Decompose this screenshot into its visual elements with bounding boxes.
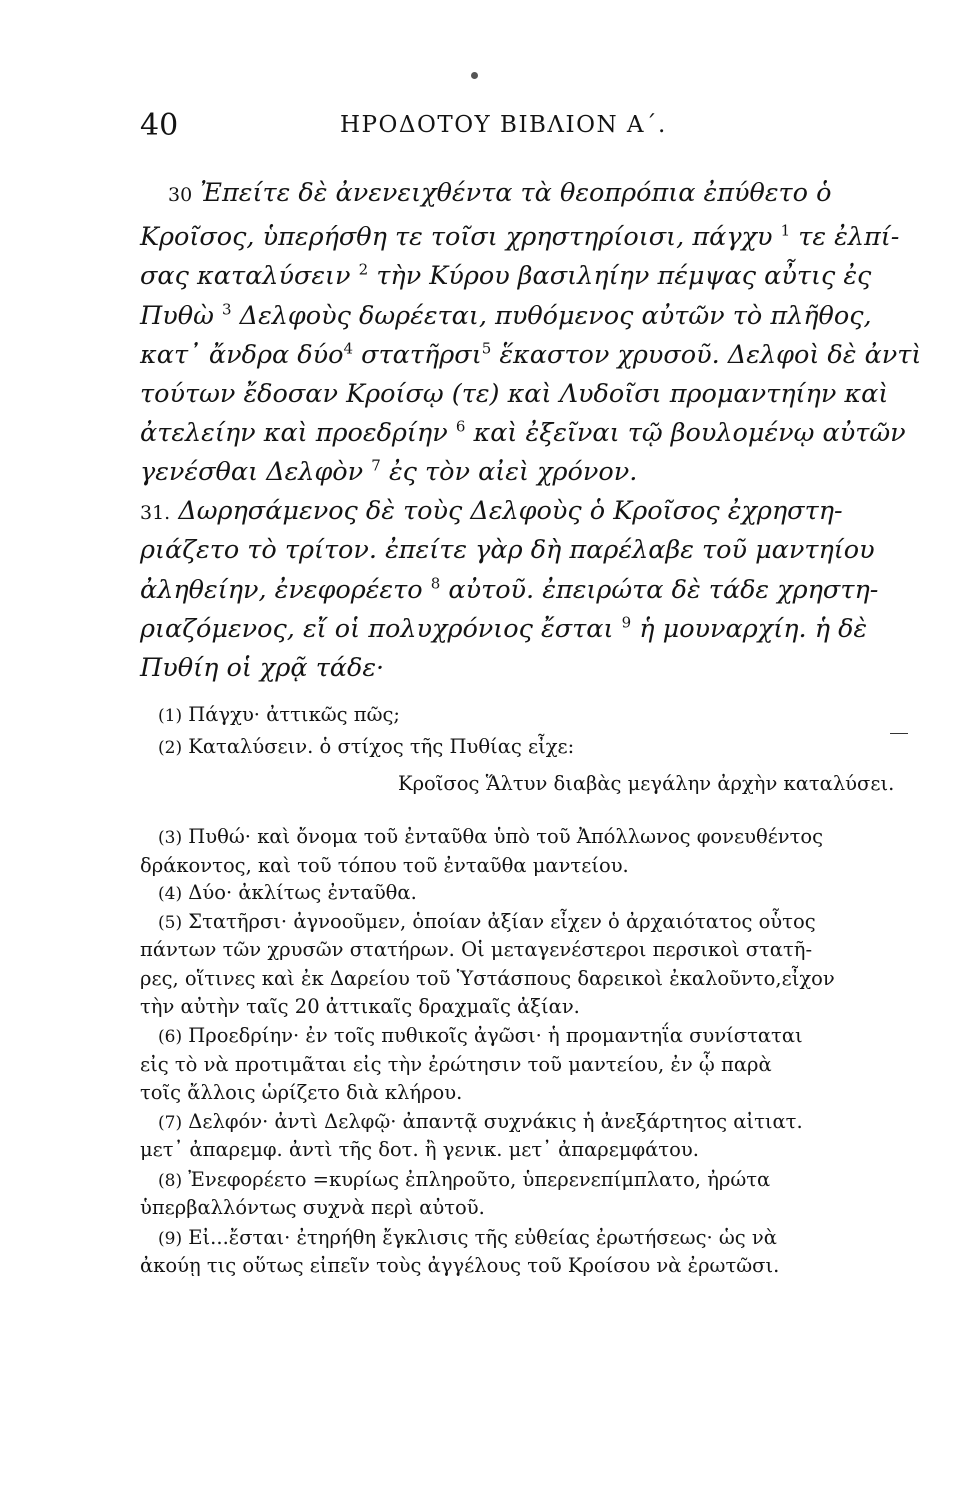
text-line: Πυθὼ $^3$ Δελφοὺς δωρέεται, πυθόμενος αὐτῶν τὸ πλῆθος, [140, 300, 872, 331]
footnote-ref: 2 [358, 260, 369, 279]
margin-dash [890, 733, 908, 734]
footnote-ref: 4 [343, 339, 354, 358]
footnote: (5) Στατῆρσι· ἀγνοοῦμεν, ὁποίαν ἀξίαν εἶχεν ὁ ἀρχαιότατος οὗτος [158, 910, 816, 933]
footnote-cont: ὑπερβαλλόντως συχνὰ περὶ αὐτοῦ. [140, 1196, 485, 1219]
text-line: γενέσθαι Δελφὸν $^7$ ἐς τὸν αἰεὶ χρόνον. [140, 456, 638, 487]
footnote-cont: τοῖς ἄλλοις ὡρίζετο διὰ κλήρου. [140, 1081, 463, 1104]
footnote: (4) Δύο· ἀκλίτως ἐνταῦθα. [158, 881, 417, 904]
footnote-cont: ἀκούῃ τις οὕτως εἰπεῖν τοὺς ἀγγέλους τοῦ Κροίσου νὰ ἐρωτῶσι. [140, 1254, 780, 1277]
footnote-ref: 5 [481, 339, 492, 358]
footnote: (9) Εἰ...ἔσται· ἐτηρήθη ἔγκλισις τῆς εὐθείας ἐρωτήσεως· ὡς νὰ [158, 1226, 777, 1249]
text-line: 31. Δωρησάμενος δὲ τοὺς Δελφοὺς ὁ Κροῖσος ἐχρηστη- [140, 496, 843, 526]
text-line: ἀληθείην, ἐνεφορέετο $^8$ αὐτοῦ. ἐπειρώτα δὲ τάδε χρηστη- [140, 574, 879, 605]
page-number: 40 [140, 108, 179, 143]
footnote: (3) Πυθώ· καὶ ὄνομα τοῦ ἐνταῦθα ὑπὸ τοῦ Ἀπόλλωνος φονευθέντος [158, 825, 824, 848]
footnote-cont: ρες, οἵτινες καὶ ἐκ Δαρείου τοῦ Ὑστάσπους δαρεικοὶ ἐκαλοῦντο,εἶχον [140, 967, 835, 990]
section-number: 30 [168, 184, 193, 206]
text-line: Κροῖσος, ὑπερήσθη τε τοῖσι χρηστηρίοισι, πάγχυ $^1$ τε ἐλπί- [140, 221, 900, 252]
verse-quote: Κροῖσος Ἅλτυν διαβὰς μεγάλην ἀρχὴν καταλύσει. [398, 772, 895, 795]
text-line: ριάζετο τὸ τρίτον. ἐπείτε γὰρ δὴ παρέλαβε τοῦ μαντηίου [140, 535, 875, 565]
section-number: 31. [140, 502, 171, 524]
text-line: ριαζόμενος, εἴ οἱ πολυχρόνιος ἔσται $^9$ ἡ μουναρχίη. ἡ δὲ [140, 613, 868, 644]
footnote-ref: 9 [621, 613, 632, 632]
running-head: ΗΡΟΔΟΤΟΥ ΒΙΒΛΙΟΝ Α΄. [340, 112, 667, 138]
footnote-ref: 7 [371, 456, 381, 475]
footnote-ref: 6 [455, 417, 466, 436]
text-line: τούτων ἔδοσαν Κροίσῳ (τε) καὶ Λυδοῖσι προμαντηίην καὶ [140, 379, 889, 409]
footnote-cont: πάντων τῶν χρυσῶν στατήρων. Οἱ μεταγενέστεροι περσικοὶ στατῆ- [140, 938, 813, 961]
ink-dot [471, 72, 478, 79]
footnote-cont: εἰς τὸ νὰ προτιμᾶται εἰς τὴν ἐρώτησιν τοῦ μαντείου, ἐν ᾧ παρὰ [140, 1053, 772, 1076]
footnote: (7) Δελφόν· ἀντὶ Δελφῷ· ἀπαντᾷ συχνάκις ἡ ἀνεξάρτητος αἰτιατ. [158, 1110, 803, 1133]
footnote-cont: μετ᾽ ἀπαρεμφ. ἀντὶ τῆς δοτ. ἢ γενικ. μετ᾽ ἀπαρεμφάτου. [140, 1138, 699, 1161]
footnote-ref: 1 [780, 221, 791, 240]
footnote: (8) Ἐνεφορέετο =κυρίως ἐπληροῦτο, ὑπερενεπίμπλατο, ἠρώτα [158, 1168, 771, 1191]
text-line: 30 Ἐπείτε δὲ ἀνενειχθέντα τὰ θεοπρόπια ἐπύθετο ὁ [168, 178, 832, 208]
footnote-ref: 8 [430, 574, 441, 593]
text-line: κατ᾽ ἄνδρα δύο$^4$ στατῆρσι$^5$ ἕκαστον χρυσοῦ. Δελφοὶ δὲ ἀντὶ [140, 339, 922, 370]
text-line: ἀτελείην καὶ προεδρίην $^6$ καὶ ἐξεῖναι τῷ βουλομένῳ αὐτῶν [140, 417, 906, 448]
footnote-cont: τὴν αὐτὴν ταῖς 20 ἀττικαῖς δραχμαῖς ἀξίαν. [140, 995, 580, 1018]
footnote: (6) Προεδρίην· ἐν τοῖς πυθικοῖς ἀγῶσι· ἡ προμαντηΐα συνίσταται [158, 1024, 803, 1047]
footnote: (2) Καταλύσειν. ὁ στίχος τῆς Πυθίας εἶχε: [158, 735, 575, 758]
footnote-ref: 3 [222, 300, 232, 319]
text-line: σας καταλύσειν $^2$ τὴν Κύρου βασιληίην πέμψας αὖτις ἐς [140, 260, 872, 291]
footnote-cont: δράκοντος, καὶ τοῦ τόπου τοῦ ἐνταῦθα μαντείου. [140, 854, 629, 877]
footnote: (1) Πάγχυ· ἀττικῶς πῶς; [158, 703, 400, 726]
text-line: Πυθίη οἱ χρᾷ τάδε· [140, 653, 385, 683]
